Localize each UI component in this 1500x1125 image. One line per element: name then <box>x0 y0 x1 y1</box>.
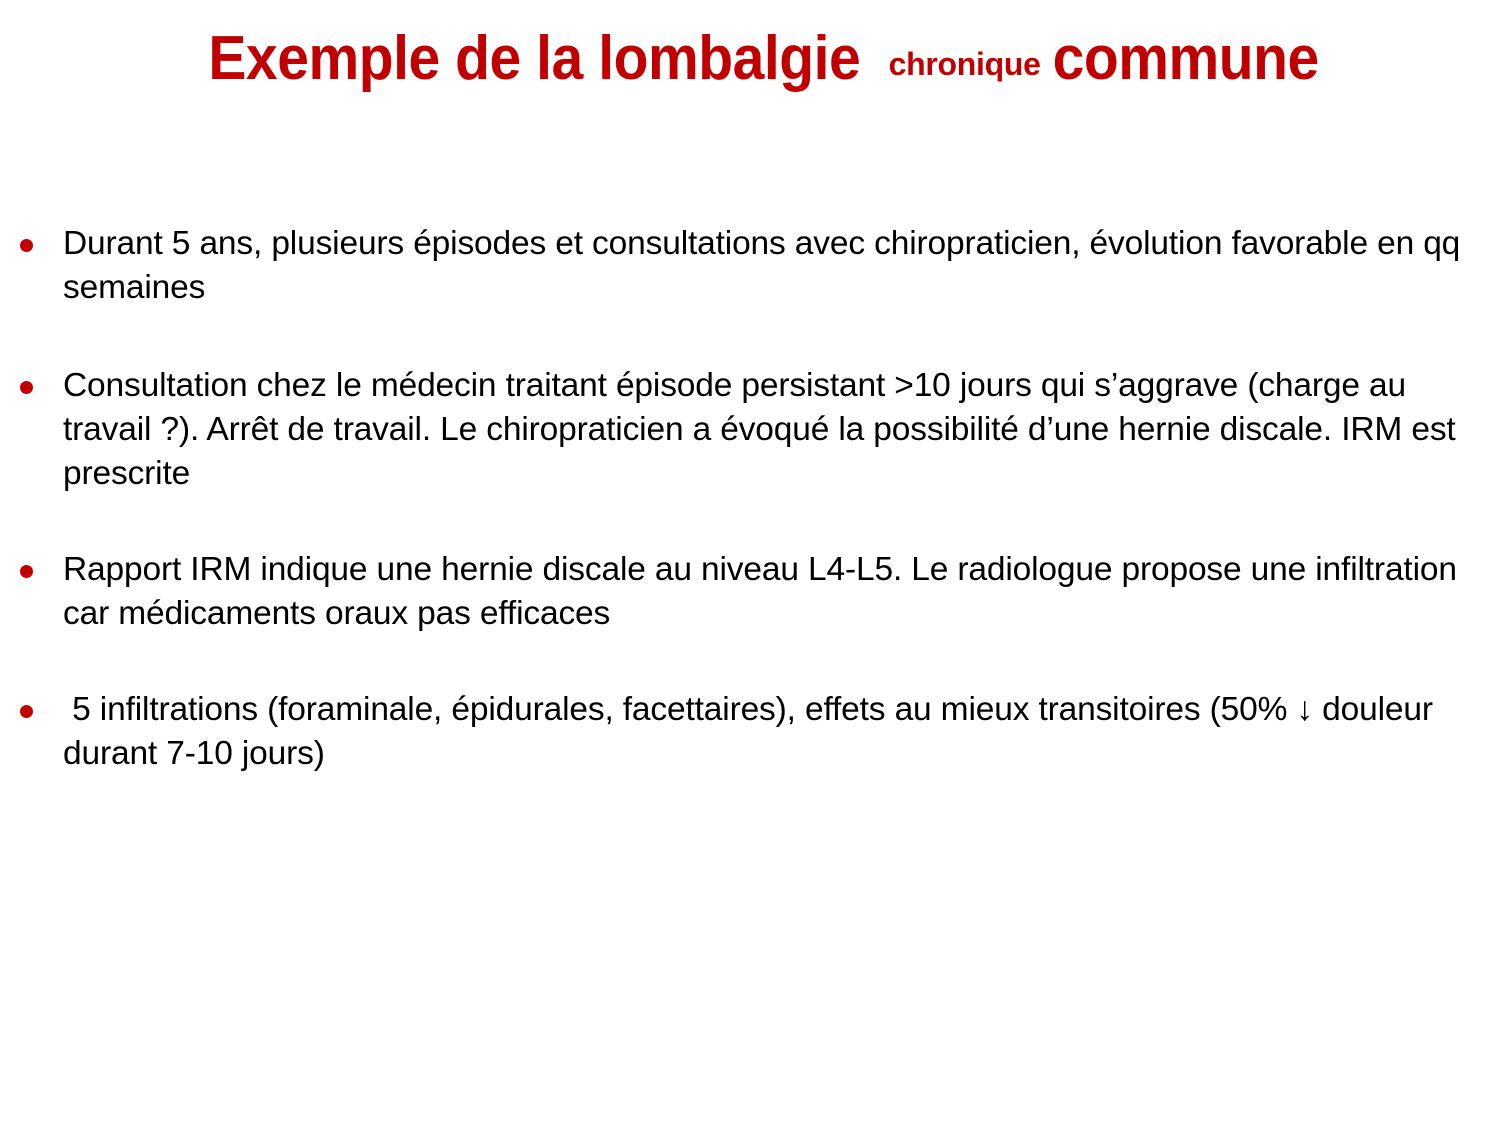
bullet-dot-icon <box>20 381 33 394</box>
bullet-dot-icon <box>20 239 33 252</box>
list-item-text: 5 infiltrations (foraminale, épidurales, facettaires), effets au mieux transitoires (50% ↓ douleur durant 7-10 jours) <box>63 691 1443 772</box>
title-segment-commune: commune <box>1052 24 1319 93</box>
list-item <box>0 548 1500 636</box>
list-item <box>0 222 1500 310</box>
bullet-list <box>0 222 1500 776</box>
list-item <box>0 688 1500 776</box>
list-item <box>0 364 1500 496</box>
title-segment-chronique: chronique <box>888 46 1041 82</box>
bullet-dot-icon <box>20 705 33 718</box>
list-item-text: Durant 5 ans, plusieurs épisodes et consultations avec chiropraticien, évolution favorable en qq semaines <box>63 225 1470 306</box>
bullet-dot-icon <box>20 565 33 578</box>
slide-title <box>60 26 1450 91</box>
title-segment-primary: Exemple de la lombalgie <box>208 24 861 93</box>
list-item-text: Consultation chez le médecin traitant épisode persistant >10 jours qui s’aggrave (charge au travail ?). Arrêt de travail. Le chiropraticien a évoqué la possibilité d’une hernie discale. IRM est prescrite <box>63 367 1465 492</box>
list-item-text: Rapport IRM indique une hernie discale au niveau L4-L5. Le radiologue propose une infiltration car médicaments oraux pas efficaces <box>63 551 1467 632</box>
